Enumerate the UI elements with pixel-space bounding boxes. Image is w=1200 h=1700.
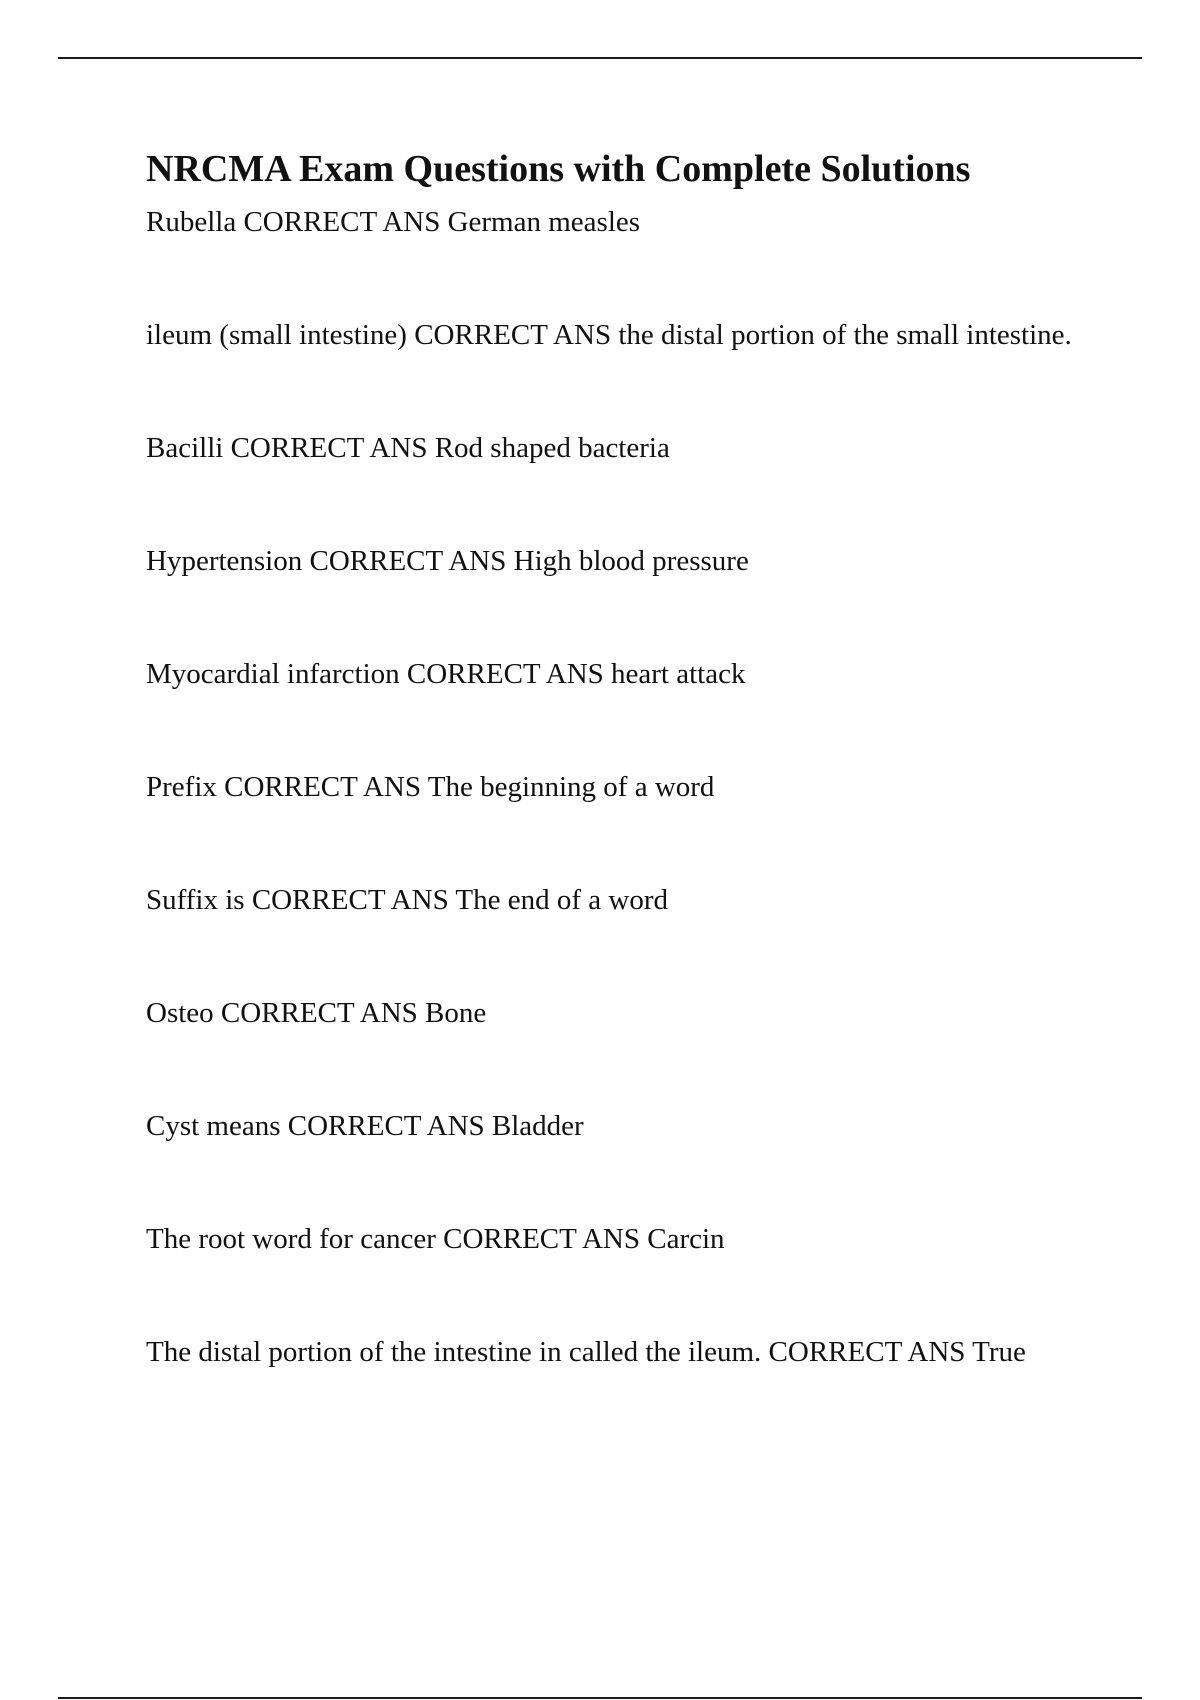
qa-item-ileum: ileum (small intestine) CORRECT ANS the distal portion of the small intestine.	[146, 319, 1072, 351]
qa-item-hypertension: Hypertension CORRECT ANS High blood pressure	[146, 545, 749, 577]
document-body	[146, 142, 1076, 1372]
qa-item-rubella: Rubella CORRECT ANS German measles	[146, 206, 641, 238]
qa-item-prefix: Prefix CORRECT ANS The beginning of a word	[146, 771, 715, 803]
qa-item-suffix: Suffix is CORRECT ANS The end of a word	[146, 884, 669, 916]
qa-item-cyst: Cyst means CORRECT ANS Bladder	[146, 1110, 584, 1142]
qa-item-bacilli: Bacilli CORRECT ANS Rod shaped bacteria	[146, 432, 670, 464]
qa-item-myocardial-infarction: Myocardial infarction CORRECT ANS heart attack	[146, 658, 746, 690]
qa-item-root-word-cancer: The root word for cancer CORRECT ANS Carcin	[146, 1223, 725, 1255]
document-title: NRCMA Exam Questions with Complete Solutions	[146, 148, 971, 190]
qa-item-osteo: Osteo CORRECT ANS Bone	[146, 997, 487, 1029]
qa-list	[146, 202, 1076, 1372]
top-divider	[58, 57, 1142, 59]
bottom-divider	[58, 1697, 1142, 1699]
qa-item-distal-ileum: The distal portion of the intestine in called the ileum. CORRECT ANS True	[146, 1336, 1026, 1368]
